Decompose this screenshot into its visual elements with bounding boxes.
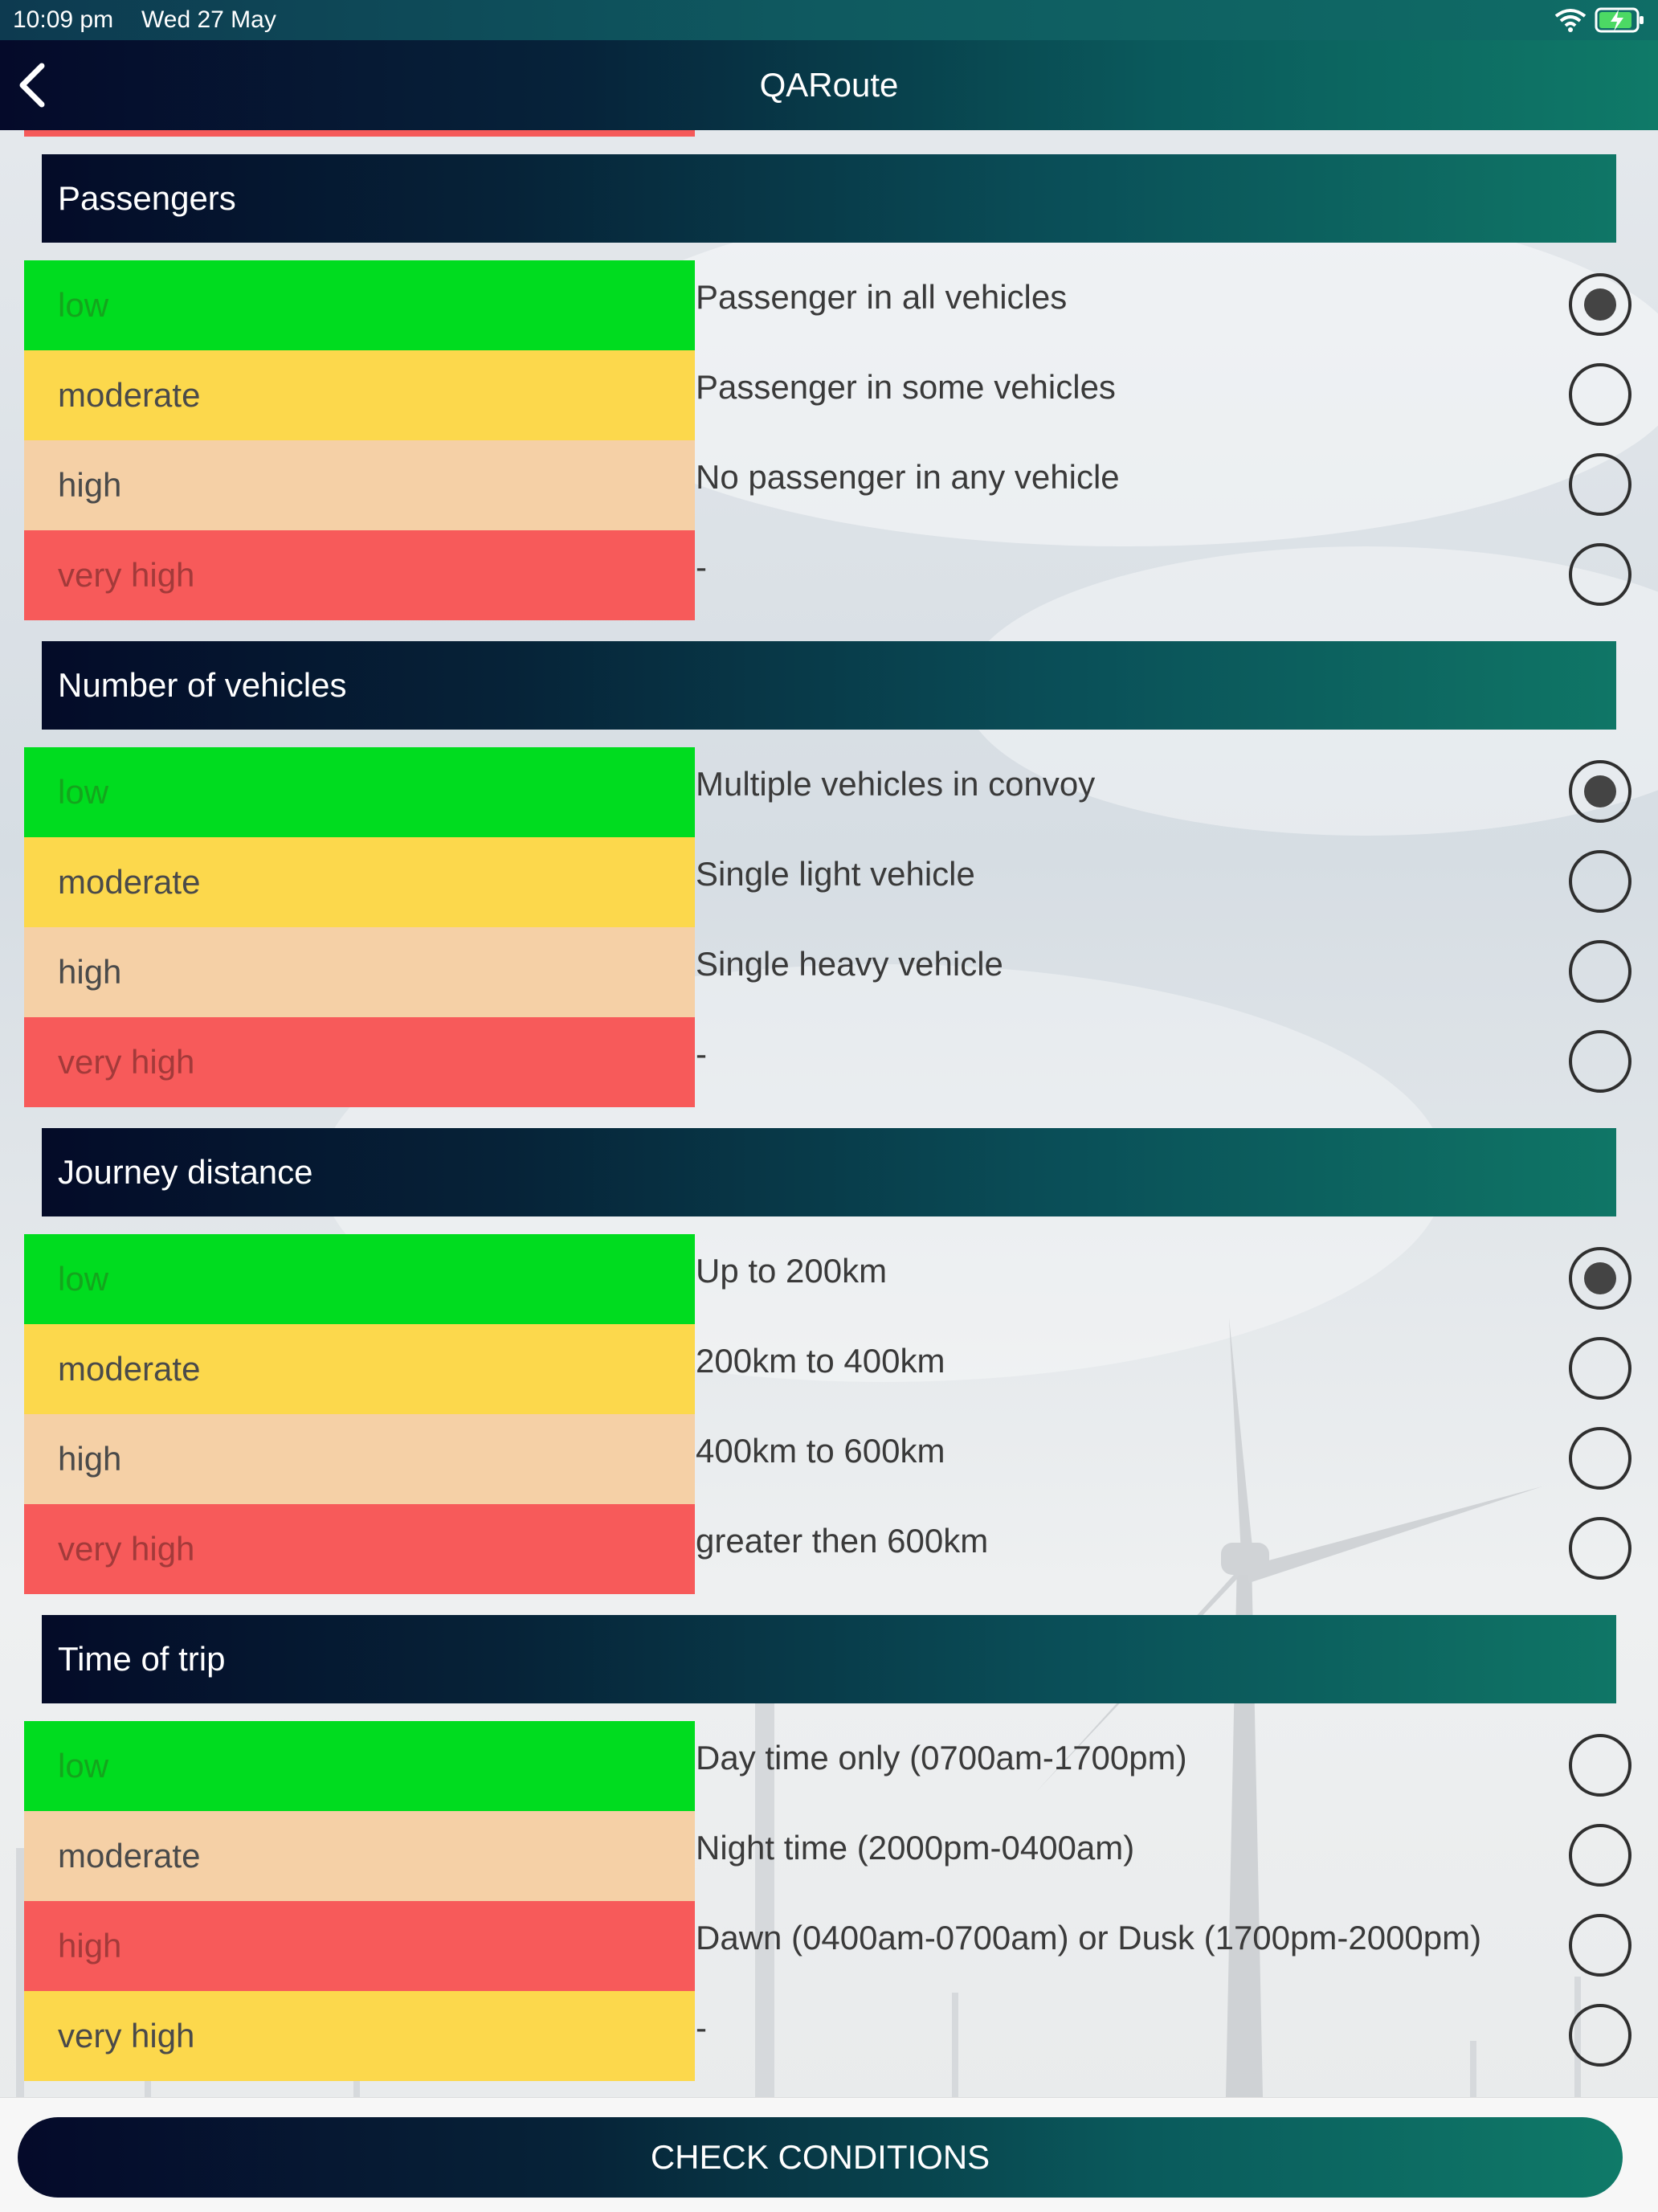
option-row: [24, 440, 1658, 530]
option-radio[interactable]: [1569, 940, 1631, 1003]
risk-level-high: high: [24, 1414, 695, 1504]
option-row: [24, 1721, 1658, 1811]
section-title: Time of trip: [58, 1640, 226, 1678]
nav-bar: [0, 40, 1658, 130]
risk-level-low: low: [24, 1234, 695, 1324]
status-bar: [0, 0, 1658, 40]
section-header-time-of-trip: [42, 1615, 1616, 1703]
risk-level-very-high: very high: [24, 1017, 695, 1107]
bottom-bar: [0, 2097, 1658, 2212]
risk-level-high: high: [24, 1901, 695, 1991]
risk-level-moderate: moderate: [24, 837, 695, 927]
section-header-number-of-vehicles: [42, 641, 1616, 730]
option-label: 400km to 600km: [696, 1432, 945, 1470]
section-title: Journey distance: [58, 1153, 313, 1191]
option-row: [24, 1811, 1658, 1901]
section-header-journey-distance: [42, 1128, 1616, 1216]
option-radio[interactable]: [1569, 1427, 1631, 1490]
battery-charging-icon: [1595, 6, 1644, 34]
option-radio[interactable]: [1569, 1337, 1631, 1400]
risk-level-high: high: [24, 440, 695, 530]
option-label: Night time (2000pm-0400am): [696, 1829, 1135, 1867]
option-radio-selected[interactable]: [1569, 1247, 1631, 1310]
option-label: Single heavy vehicle: [696, 945, 1003, 983]
option-label: Day time only (0700am-1700pm): [696, 1739, 1187, 1777]
option-radio[interactable]: [1569, 1824, 1631, 1887]
option-row: [24, 747, 1658, 837]
option-row: [24, 260, 1658, 350]
option-label: Passenger in all vehicles: [696, 278, 1068, 316]
risk-level-moderate: moderate: [24, 350, 695, 440]
risk-level-moderate: moderate: [24, 1324, 695, 1414]
option-label: Single light vehicle: [696, 855, 975, 893]
option-radio[interactable]: [1569, 1734, 1631, 1797]
option-label: -: [696, 1035, 707, 1073]
option-row: [24, 1234, 1658, 1324]
option-radio-selected[interactable]: [1569, 273, 1631, 336]
previous-section-row-edge: [24, 130, 695, 137]
risk-level-very-high: very high: [24, 1991, 695, 2081]
option-row: [24, 1901, 1658, 1991]
option-label: greater then 600km: [696, 1522, 989, 1560]
option-row: [24, 1414, 1658, 1504]
page-title: QARoute: [759, 66, 899, 104]
option-radio[interactable]: [1569, 543, 1631, 606]
option-label: Multiple vehicles in convoy: [696, 765, 1096, 803]
risk-level-low: low: [24, 260, 695, 350]
option-label: Passenger in some vehicles: [696, 368, 1116, 406]
option-row: [24, 1991, 1658, 2081]
risk-level-high: high: [24, 927, 695, 1017]
risk-level-low: low: [24, 1721, 695, 1811]
option-label: Up to 200km: [696, 1252, 888, 1290]
risk-level-very-high: very high: [24, 1504, 695, 1594]
risk-level-moderate: moderate: [24, 1811, 695, 1901]
option-row: [24, 837, 1658, 927]
check-conditions-button[interactable]: CHECK CONDITIONS: [18, 2117, 1623, 2198]
option-radio[interactable]: [1569, 1914, 1631, 1977]
option-label: Dawn (0400am-0700am) or Dusk (1700pm-2000pm): [696, 1919, 1482, 1956]
section-title: Passengers: [58, 179, 236, 217]
option-label: 200km to 400km: [696, 1342, 945, 1380]
status-time: 10:09 pm: [13, 6, 114, 33]
option-row: [24, 1504, 1658, 1594]
option-radio[interactable]: [1569, 1030, 1631, 1093]
option-radio[interactable]: [1569, 1517, 1631, 1580]
option-radio-selected[interactable]: [1569, 760, 1631, 823]
option-row: [24, 350, 1658, 440]
option-row: [24, 530, 1658, 620]
option-radio[interactable]: [1569, 453, 1631, 516]
option-row: [24, 1324, 1658, 1414]
section-title: Number of vehicles: [58, 666, 347, 704]
option-row: [24, 1017, 1658, 1107]
option-label: -: [696, 2009, 707, 2046]
section-header-passengers: [42, 154, 1616, 243]
option-radio[interactable]: [1569, 363, 1631, 426]
option-row: [24, 927, 1658, 1017]
option-radio[interactable]: [1569, 2004, 1631, 2067]
option-radio[interactable]: [1569, 850, 1631, 913]
risk-level-low: low: [24, 747, 695, 837]
option-label: -: [696, 548, 707, 586]
option-label: No passenger in any vehicle: [696, 458, 1120, 496]
status-date: Wed 27 May: [141, 6, 276, 33]
wifi-icon: [1554, 8, 1587, 32]
risk-level-very-high: very high: [24, 530, 695, 620]
